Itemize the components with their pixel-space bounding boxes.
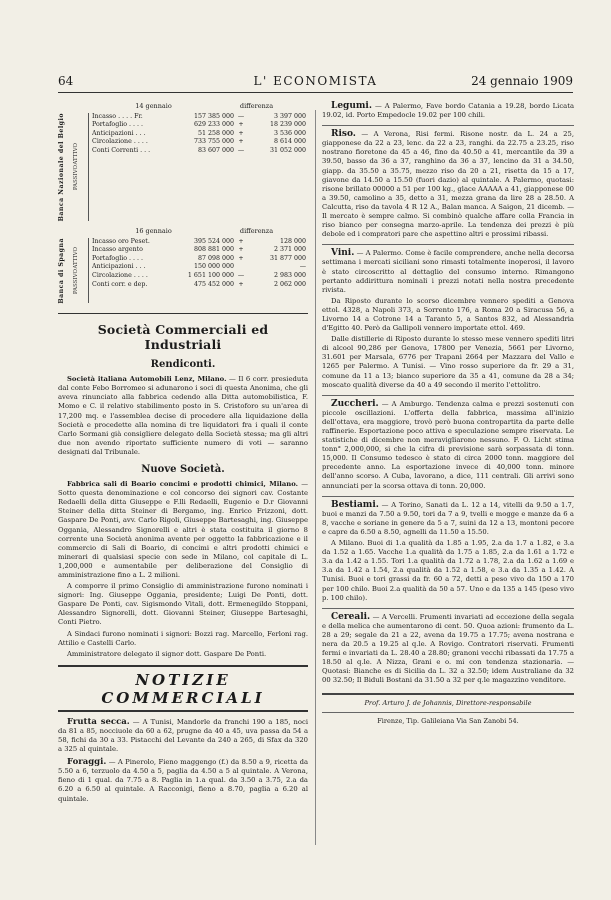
finance-row-diff: 2 371 000 xyxy=(273,246,306,254)
item-text: — A Palermo, Fave bordo Catania a 19.28, bordo Licata 19.02, id. Porto Empedocle 19.02 per 100 chili. xyxy=(322,102,574,120)
article-text: — Il 6 corr. presieduta dal conte Febo Borromeo si adunarono i soci di questa Anonima, che gli aveva rinunciato alla fabbrica cedendo alla Ditta automobilistica, F. Momo e C. il relativo stabilimento posto in S. Cristoforo su un'area di 17,200 mq. e l'assemblea decise di procedere alla liquidazione della Società e procedette alla nomina di tre liquidatori fra i quali il conte Carlo Sormani già consigliere delegato della Società stessa; ma gli altri due non avendo riportato sufficiente numero di voti — saranno designati dal Tribunale. xyxy=(58,375,309,456)
item-heading: Legumi. xyxy=(331,101,372,111)
finance-row xyxy=(92,238,308,247)
finance-row-label: Incasso argento xyxy=(92,246,143,254)
article-bestiami xyxy=(322,501,574,603)
article-foraggi xyxy=(58,758,308,803)
left-column xyxy=(58,102,308,806)
finance-row-diff: 2 062 000 xyxy=(273,280,306,288)
item-text: — A Verona, Risi fermi. Risone nostr. da L. 24 a 25, giapponese da 22 a 23, lenc. da 22 a 23, ranghi. da 22.75 a 23.25, riso nostrano fioretone da 45 a 46, fino da 40.50 a 41, mercantile da 39 a 39.50, basso da 36 a 37, ranghino da 36 a 37, lencino da 31 a 34.50, giapp. da 35.50 a 35.75, mezzo riso da 20 a 21, risetta da 15 a 17, giavone da 14.50 a 15.50 (fuori dazio) al quintale. A Palermo, quotasi: risone brillato 00000 a 51 per 100 kg., glace AAAAA a 41, giapponese 00 a 39.50, camolino a 35, detto a 31, mezza grana da lire 28 a 28.50. A Calcutta, riso da tavola 4 R 12 A., Balan manca. A Saigon, 21 dicemb. — Il mercato è sempre calmo. Si combinò qualche affare colla Francia in riso bianco per consegna marzo-aprile. La tendenza dei prezzi è più debole ed i compratori pare che aspettino altri e prossimi ribassi. xyxy=(322,130,574,239)
finance-row-value: 157 385 000 xyxy=(193,112,234,120)
finance-row-sign: + xyxy=(238,121,244,129)
journal-title: L' ECONOMISTA xyxy=(253,74,378,88)
side-labels xyxy=(72,113,88,221)
finance-row-sign: + xyxy=(238,246,244,254)
item-text: — A Vercelli. Frumenti invariati ad eccezione della segala e della melica che aumentarono di cent. 50. Quoa azioni: frumento da L. 28 a 29; segale da 21 a 22, avena da 19.75 a 17.75; avena nostrana e nera da 20.5 a 19.25 al q.le. A Rovigo. Contratori riservati. Frumenti fermi e invariati da L. 28.40 a 28.80; granoni vecchi ribassati da 17.75 a 18.50 al q.le. A Nizza, Grani e o. mi con tendenza stazionaria. — Quotasi: Bianche es di Sicilia da L. 32 a 32.50; idem Australiane da 32 00 32.50; Il Biduli Bostani da 31.50 a 32 per q.le magazzino venditore. xyxy=(322,612,574,685)
divider xyxy=(322,608,574,609)
article-nuove xyxy=(58,480,308,659)
item-heading: Frutta secca. xyxy=(67,716,130,727)
finance-col-date: 16 gennaio xyxy=(135,226,172,235)
side-attivo: ATTIVO xyxy=(73,246,79,269)
item-heading: Zuccheri. xyxy=(331,398,379,409)
finance-row-sign: — xyxy=(237,271,245,279)
article-paragraph: Da Riposto durante lo scorso dicembre vennero spediti a Genova ettol. 4328, a Napoli 373, a Sorrento 176, a Roma 20 a Siracusa 56, a Livorno 14 a Cotrone 14 a Taranto 5, a Santos 832, ad Alessandria d'Egitto 40. Però da Gallipoli vennero importate ettol. 469. xyxy=(322,296,574,333)
finance-row-label: Conti Correnti . . . xyxy=(92,146,151,154)
finance-row-sign: + xyxy=(238,129,244,137)
finance-row-diff: 128 000 xyxy=(279,237,306,245)
divider xyxy=(322,125,574,126)
article-paragraph: Amministratore delegato il signor dott. Gaspare De Ponti. xyxy=(67,649,267,658)
finance-row xyxy=(92,263,308,272)
finance-row-label: Conti corr. e dep. xyxy=(92,280,148,288)
finance-row-diff: 3 397 000 xyxy=(273,112,306,120)
item-text: — A Tunisi, Mandorle da franchi 190 a 185, noci da 81 a 85, nocciuole da 60 a 62, prugne da 40 a 45, uva passa da 54 a 58, fichi da 30 a 33. Pistacchi del Levante da 240 a 265, di Sfax da 320 a 325 al quintale. xyxy=(58,717,308,754)
subsection-title: Nuove Società. xyxy=(141,464,225,476)
item-heading: Foraggi. xyxy=(67,757,107,768)
header-rule xyxy=(58,92,573,93)
item-text: — A Palermo. Come è facile comprendere, anche nella decorsa settimana i mercati siciliani sono rimasti totalmente inoperosi, il lavoro è stato circoscritto al dettaglio del consumo interno. Rimangono pertanto addirittura nominali i prezzi notati nella nostra precedente rivista. xyxy=(322,249,574,294)
finance-row-value: 150 000 000 xyxy=(193,263,234,271)
item-text: — A Pinerolo, Fieno maggengo (f.) da 8.50 a 9, ricetta da 5.50 a 6, terzuolo da 4.50 a 5, paglia da 4.50 a 5 al quintale. A Verona, fieno di 1 qual. da 7.75 a 8. Paglia in 1.a qual. da 3.50 a 3.75, 2.a da 6.20 a 6.50 al quintale. A Racconigi, fieno a 8.70, paglia a 6.20 al quintale. xyxy=(58,758,308,803)
finance-row-value: 629 233 000 xyxy=(193,121,234,129)
finance-row xyxy=(92,113,308,122)
finance-row xyxy=(92,147,308,156)
item-text: — A Torino, Sanati da L. 12 a 14, vitelli da 9.50 a 1.7, buoi e manzi da 7.50 a 9.50, tori da 7 a 9, tvelli e mogge e manze da 6 a 8, vacche e soriane in genere da 5 a 7, suini da 12 a 13, montoni pecore e capre da 6.50 a 8.50, agnelli da 11.50 a 15.50. xyxy=(322,500,574,536)
article-paragraph: A comporre il primo Consiglio di amministrazione furono nominati i signori: Ing. Giuseppe Oggania, presidente; Luigi De Ponti, dott. Gaspare De Ponti, cav. Sigismondo Vitali, dott. Ermenegildo Stoppani, Alessandro Signorelli, dott. Giovanni Steiner, Giuseppe Bartesaghi, Conti Pietro. xyxy=(58,582,308,627)
finance-row-value: 808 881 000 xyxy=(193,246,234,254)
finance-row xyxy=(92,281,308,290)
article-rendiconti xyxy=(58,375,308,457)
finance-head-1 xyxy=(58,102,308,111)
finance-row-diff: 18 239 000 xyxy=(269,121,306,129)
finance-row-sign: — xyxy=(237,146,245,154)
finance-row-label: Incasso . . . . Fr. xyxy=(92,112,143,120)
article-riso xyxy=(322,130,574,239)
finance-row-value: 395 524 000 xyxy=(193,237,234,245)
finance-row-sign: + xyxy=(238,237,244,245)
side-labels xyxy=(72,238,88,304)
bank-label: Banca di Spagna xyxy=(58,237,65,304)
finance-row xyxy=(92,272,308,281)
finance-row xyxy=(92,121,308,130)
finance-row-value: 83 607 000 xyxy=(197,146,234,154)
finance-block-spagna xyxy=(58,238,308,304)
article-cereali xyxy=(322,613,574,686)
article-legumi xyxy=(322,102,574,120)
section-title: Società Commerciali ed Industriali xyxy=(58,313,308,352)
finance-row-sign: + xyxy=(238,254,244,262)
finance-row-label: Anticipazioni . . . xyxy=(92,263,146,271)
finance-row-value: 51 258 000 xyxy=(197,129,234,137)
issue-date: 24 gennaio 1909 xyxy=(471,74,573,88)
article-paragraph: A Milano. Buoi di 1.a qualità da 1.85 a 1.95, 2.a da 1.7 a 1.82, e 3.a da 1.52 a 1.65. Vacche 1.a qualità da 1.75 a 1.85, 2.a da 1.61 a 1.72 e 3.a da 1.42 a 1.55. Tori 1.a qualità da 1.72 a 1.78, 2.a da 1.62 a 1.69 e 3.a da 1.42 a 1.54, 2.a qualità da 1.52 a 1.58, e 3.a da 1.35 a 1.42. A Tunisi. Buoi e tori grassi da fr. 60 a 72, detti a peso vivo da 150 a 170 per 100 chilo. Buoi 2.a qualità da 50 a 57. Uno e da 135 a 145 (peso vivo p. 100 chilo). xyxy=(322,539,574,602)
divider xyxy=(322,395,574,396)
finance-table xyxy=(58,102,308,303)
side-passivo: PASSIVO xyxy=(73,268,79,294)
bank-label: Banca Nazionale del Belgio xyxy=(58,112,65,221)
column-divider xyxy=(315,110,316,845)
finance-row-sign xyxy=(234,263,248,272)
finance-row xyxy=(92,246,308,255)
item-heading: Bestiami. xyxy=(331,499,379,510)
divider xyxy=(322,496,574,497)
divider xyxy=(322,712,574,713)
finance-head-2 xyxy=(58,227,308,236)
finance-row-sign: — xyxy=(237,112,245,120)
item-heading: Cereali. xyxy=(331,611,371,622)
finance-row-label: Portafoglio . . . . xyxy=(92,254,144,262)
finance-row-value: 87 098 000 xyxy=(197,254,234,262)
finance-row-sign: + xyxy=(238,138,244,146)
divider xyxy=(322,693,574,695)
finance-row xyxy=(92,130,308,139)
finance-rows xyxy=(88,113,308,221)
subsection-title: Rendiconti. xyxy=(150,359,216,371)
item-heading: Riso. xyxy=(331,129,356,140)
item-heading: Vini. xyxy=(331,248,355,259)
article-paragraph: Dalle distillerie di Riposto durante lo stesso mese vennero spediti litri di alcool 90,286 per Genova, 17800 per Venezia, 5661 per Livorno, 31.601 per Marsala, 6776 per Trapani 2664 per Mazzara del Vallo e 1265 per Palermo. A Tunisi. — Vino rosso superiore da fr. 29 a 31, comune da 11 a 13; bianco superiore da 35 a 41, comune da 28 a 34; moscato qualità diverse da 40 a 49 secondo il merito l'ettolitro. xyxy=(322,335,574,389)
finance-col-date: 14 gennaio xyxy=(135,102,172,110)
notizie-title: NOTIZIE COMMERCIALI xyxy=(58,665,308,712)
finance-row-sign: + xyxy=(238,280,244,288)
article-heading: Società italiana Automobili Lenz, Milano. xyxy=(67,375,227,384)
finance-rows xyxy=(88,238,308,304)
article-text: — Sotto questa denominazione e col concorso dei signori cav. Costante Redaelli della ditta Giuseppe e F.lli Redaelli, Eugenio e D.r Giovanni Steiner della ditta Steiner di Bergamo, ing. Enrico Frizzoni, dott. Gaspare De Ponti, avv. Carlo Rigoli, Giuseppe Bartesaghi, ing. Giuseppe Oggania, Alessandro Signorelli e altri è stata costituita il giorno 8 corrente una Società anonima avente per oggetto la fabbricazione e il commercio di Sali di Boario, di concimi e altri prodotti chimici e minerari di qualsiasi specie con sede in Milano, col capitale di L. 1,200,000 e aumentabile per deliberazione del Consiglio di amministrazione fino a L. 2 milioni. xyxy=(58,480,308,579)
article-paragraph: A Sindaci furono nominati i signori: Bozzi rag. Marcello, Ferloni rag. Attilio e Castelli Carlo. xyxy=(58,629,308,647)
right-column xyxy=(322,102,574,725)
page-number: 64 xyxy=(58,74,74,88)
finance-row-diff: 31 052 000 xyxy=(269,146,306,154)
finance-row-value: 1 651 100 000 xyxy=(187,271,234,279)
side-passivo: PASSIVO xyxy=(73,165,79,191)
finance-row-diff: 3 536 000 xyxy=(273,129,306,137)
editor-signature: Prof. Arturo J. de Johannis, Direttore-responsabile xyxy=(364,699,532,708)
article-zuccheri xyxy=(322,400,574,491)
finance-col-diff: differenza xyxy=(239,226,274,235)
finance-row-label: Anticipazioni . . . xyxy=(92,129,146,137)
finance-row-label: Incasso oro Peset. xyxy=(92,237,150,245)
page-header xyxy=(58,74,573,90)
finance-block-belgio xyxy=(58,113,308,221)
article-frutta xyxy=(58,718,308,754)
finance-row-label: Portafoglio . . . . xyxy=(92,121,144,129)
finance-row-diff: 31 877 000 xyxy=(269,254,306,262)
finance-row-value: 475 452 000 xyxy=(193,280,234,288)
finance-row xyxy=(92,255,308,264)
printer-line: Firenze, Tip. Galileiana Via San Zanobi 54. xyxy=(377,717,519,726)
finance-row-diff: 8 614 000 xyxy=(273,138,306,146)
article-vini xyxy=(322,249,574,389)
finance-row xyxy=(92,138,308,147)
finance-row-value: 733 755 000 xyxy=(193,138,234,146)
side-attivo: ATTIVO xyxy=(73,143,79,166)
item-text: — A Amburgo. Tendenza calma e prezzi sostenuti con piccole oscillazioni. L'offerta della fabbrica, massima all'inizio dell'ottava, era maggiore, trovò però buona contropartita da parte delle raffinerie. Esportazione poco attiva e speculazione sempre riservata. Le statistiche di dicembre non meravigliarono nessuno. F. O. Licht stima tonn° 2,000,000, si che la cifra di previsione sarà sorpassata di tonn. 15,000. Il Consumo tedesco è stato di circa 2000 tonn. maggiore del precedente anno. La esportazione invece di 40,000 tonn. minore dell'anno scorso. A Cuba, lavorano, a dice, 111 centrali. Gli arrivi sono annunciati per la scorsa ottava di tonn. 20,000. xyxy=(322,399,574,490)
divider xyxy=(322,244,574,245)
finance-col-diff: differenza xyxy=(239,102,274,110)
finance-row-diff: 2 983 000 xyxy=(273,271,306,279)
finance-row-label: Circolazione . . . . xyxy=(92,138,148,146)
article-heading: Fabbrica sali di Boario concimi e prodotti chimici, Milano. xyxy=(67,480,299,489)
finance-row-diff: — xyxy=(299,263,306,271)
finance-row-label: Circolazione . . . . xyxy=(92,271,148,279)
